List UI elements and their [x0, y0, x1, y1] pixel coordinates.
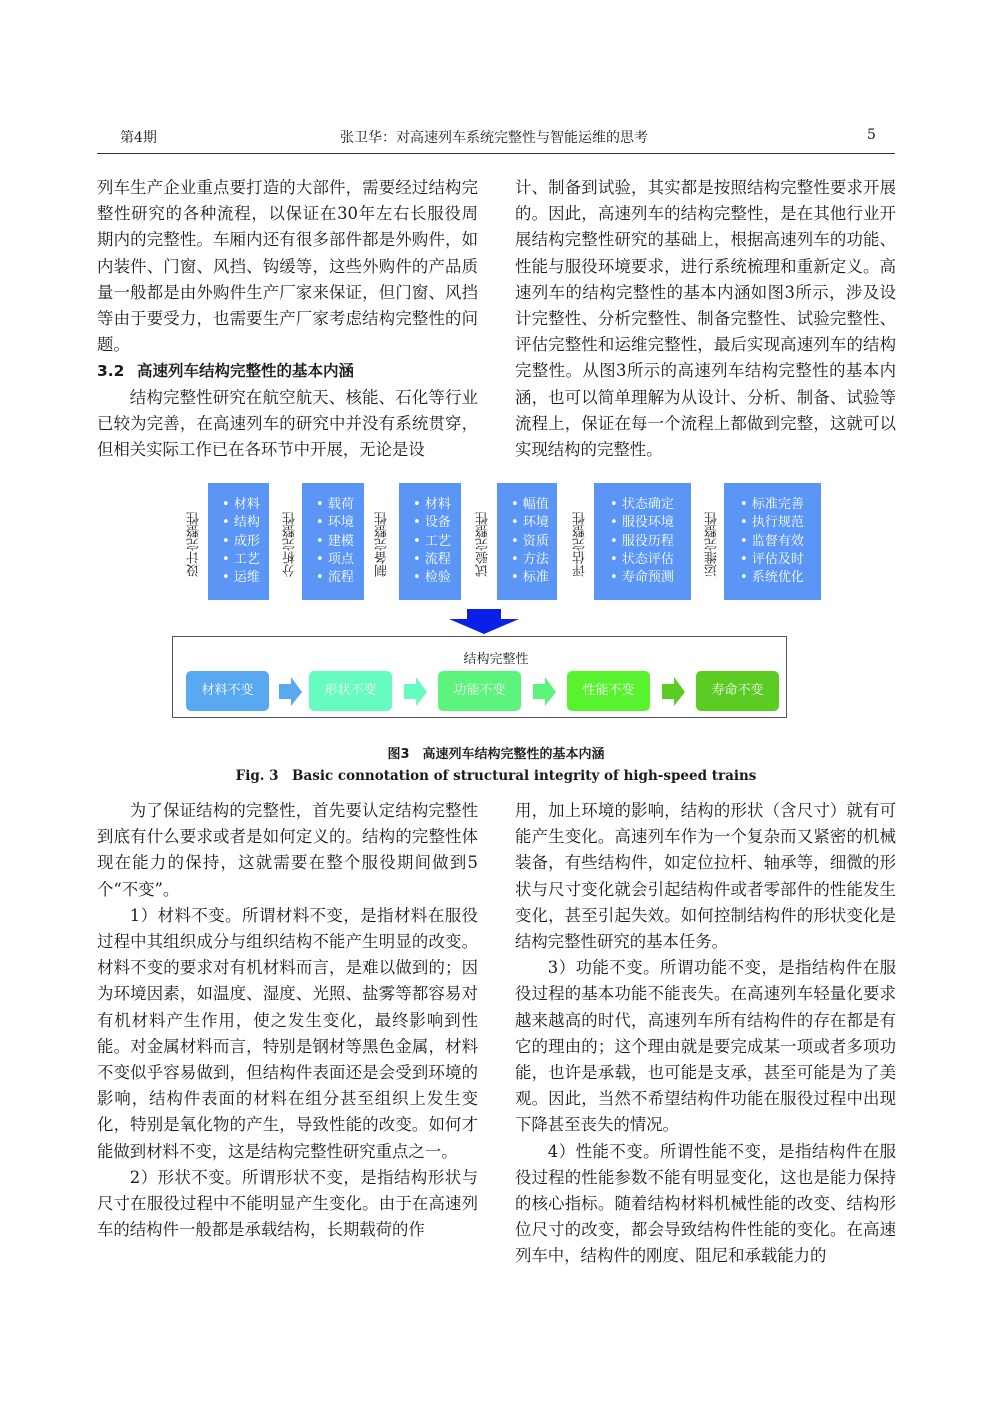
step-pill: 功能不变: [438, 671, 521, 711]
box-item: • 评估及时: [740, 551, 821, 569]
step-pill: 形状不变: [309, 671, 392, 711]
box-item: • 标准: [511, 569, 557, 587]
box-item: • 状态确定: [610, 496, 691, 514]
group-box: [594, 483, 691, 600]
box-item: • 环境: [511, 514, 557, 532]
box-item: • 资质: [511, 533, 557, 551]
right-arrow-icon: [279, 677, 303, 707]
box-item: • 设备: [413, 514, 461, 532]
box-item: • 材料: [413, 496, 461, 514]
paragraph: 计、制备到试验，其实都是按照结构完整性要求开展的。因此，高速列车的结构完整性，是在其他行业开展结构完整性研究的基础上，根据高速列车的功能、性能与服役环境要求，进行系统梳理和重新定义。高速列车的结构完整性的基本内涵如图3所示，涉及设计完整性、分析完整性、制备完整性、试验完整性、评估完整性和运维完整性，最后实现高速列车的结构完整性。从图3所示的高速列车结构完整性的基本内涵，也可以简单理解为从设计、分析、制备、试验等流程上，保证在每一个流程上都做到完整，这就可以实现结构的完整性。: [515, 178, 896, 460]
box-item: • 成形: [222, 533, 269, 551]
page-number: 5: [867, 127, 876, 143]
box-item: • 结构: [222, 514, 269, 532]
result-title: 结构完整性: [463, 652, 529, 667]
box-item: • 执行规范: [740, 514, 821, 532]
group-label: 设计完整性: [187, 512, 202, 578]
header-rule: [97, 153, 895, 154]
box-item: • 检验: [413, 569, 461, 587]
group-box: [302, 483, 364, 600]
left-column-bottom: [97, 798, 478, 1243]
step-pill: 材料不变: [186, 671, 269, 711]
box-item: • 项点: [316, 551, 364, 569]
box-item: • 流程: [316, 569, 364, 587]
paragraph: 列车生产企业重点要打造的大部件，需要经过结构完整性研究的各种流程，以保证在30年左右长服役周期内的完整性。车厢内还有很多部件都是外购件，如内装件、门窗、风挡、钩缓等，这些外购件的产品质量一般都是由外购件生产厂家来保证，但门窗、风挡等由于要受力，也需要生产厂家考虑结构完整性的问题。: [97, 178, 478, 355]
section-number: 3.2: [97, 362, 125, 381]
paragraph: 为了保证结构的完整性，首先要认定结构完整性到底有什么要求或者是如何定义的。结构的完整性体现在能力的保持，这就需要在整个服役期间做到5个“不变”。: [97, 801, 478, 899]
box-item: • 服役环境: [610, 514, 691, 532]
section-title: 高速列车结构完整性的基本内涵: [137, 362, 355, 381]
group-box: [724, 483, 821, 600]
box-item: • 运维: [222, 569, 269, 587]
issue-number: 第4期: [120, 130, 157, 146]
box-item: • 状态评估: [610, 551, 691, 569]
running-title: 张卫华：对高速列车系统完整性与智能运维的思考: [340, 130, 648, 146]
group-label: 试验完整性: [476, 512, 491, 578]
group-label: 制备完整性: [375, 512, 390, 578]
group-label: 分析完整性: [283, 512, 298, 578]
box-item: • 环境: [316, 514, 364, 532]
down-arrow-icon: [447, 609, 521, 635]
box-item: • 监督有效: [740, 533, 821, 551]
group-label: 运维完整性: [705, 512, 720, 578]
group-box: [497, 483, 557, 600]
paragraph: 1）材料不变。所谓材料不变，是指材料在服役过程中其组织成分与组织结构不能产生明显的改变。材料不变的要求对有机材料而言，是难以做到的；因为环境因素，如温度、湿度、光照、盐雾等都容易对有机材料产生作用，使之发生变化，最终影响到性能。对金属材料而言，特别是钢材等黑色金属，材料不变似乎容易做到，但结构件表面还是会受到环境的影响，结构件表面的材料在组分甚至组织上发生变化，特别是氧化物的产生，导致性能的改变。如何才能做到材料不变，这是结构完整性研究重点之一。: [97, 905, 478, 1161]
step-pill: 性能不变: [567, 671, 650, 711]
paragraph: 结构完整性研究在航空航天、核能、石化等行业已较为完善，在高速列车的研究中并没有系统贯穿，但相关实际工作已在各环节中开展，无论是设: [97, 387, 478, 460]
group-box: [208, 483, 269, 600]
box-item: • 材料: [222, 496, 269, 514]
left-column-top: [97, 175, 478, 463]
box-item: • 载荷: [316, 496, 364, 514]
box-item: • 寿命预测: [610, 569, 691, 587]
box-item: • 工艺: [413, 533, 461, 551]
right-arrow-icon: [662, 677, 686, 707]
box-item: • 标准完善: [740, 496, 821, 514]
box-item: • 方法: [511, 551, 557, 569]
right-column-top: [515, 175, 896, 463]
paragraph: 4）性能不变。所谓性能不变，是指结构件在服役过程的性能参数不能有明显变化，这也是能力保持的核心指标。随着结构材料机械性能的改变、结构形位尺寸的改变，都会导致结构件性能的变化。在高速列车中，结构件的刚度、阻尼和承载能力的: [515, 1141, 896, 1266]
box-item: • 流程: [413, 551, 461, 569]
figure-caption-en: Fig. 3 Basic connotation of structural integrity of high-speed trains: [235, 768, 757, 784]
section-heading: [97, 358, 478, 384]
box-item: • 服役历程: [610, 533, 691, 551]
paragraph: 用，加上环境的影响，结构的形状（含尺寸）就有可能产生变化。高速列车作为一个复杂而又紧密的机械装备，有些结构件，如定位拉杆、轴承等，细微的形状与尺寸变化就会引起结构件或者零部件的性能发生变化，甚至引起失效。如何控制结构件的形状变化是结构完整性研究的基本任务。: [515, 801, 896, 952]
paragraph: 3）功能不变。所谓功能不变，是指结构件在服役过程的基本功能不能丧失。在高速列车轻量化要求越来越高的时代，高速列车所有结构件的存在都是有它的理由的；这个理由就是要完成某一项或者多项功能，也许是承载，也可能是支承，甚至可能是为了美观。因此，当然不希望结构件功能在服役过程中出现下降甚至丧失的情况。: [515, 958, 896, 1135]
figure-caption-cn: 图3 高速列车结构完整性的基本内涵: [387, 747, 605, 762]
group-label: 评估完整性: [573, 512, 588, 578]
box-item: • 系统优化: [740, 569, 821, 587]
box-item: • 建模: [316, 533, 364, 551]
paragraph: 2）形状不变。所谓形状不变，是指结构形状与尺寸在服役过程中不能明显产生变化。由于在高速列车的结构件一般都是承载结构，长期载荷的作: [97, 1167, 478, 1240]
step-pill: 寿命不变: [696, 671, 779, 711]
right-arrow-icon: [404, 677, 428, 707]
right-column-bottom: [515, 798, 896, 1270]
box-item: • 幅值: [511, 496, 557, 514]
right-arrow-icon: [533, 677, 557, 707]
box-item: • 工艺: [222, 551, 269, 569]
group-box: [399, 483, 461, 600]
